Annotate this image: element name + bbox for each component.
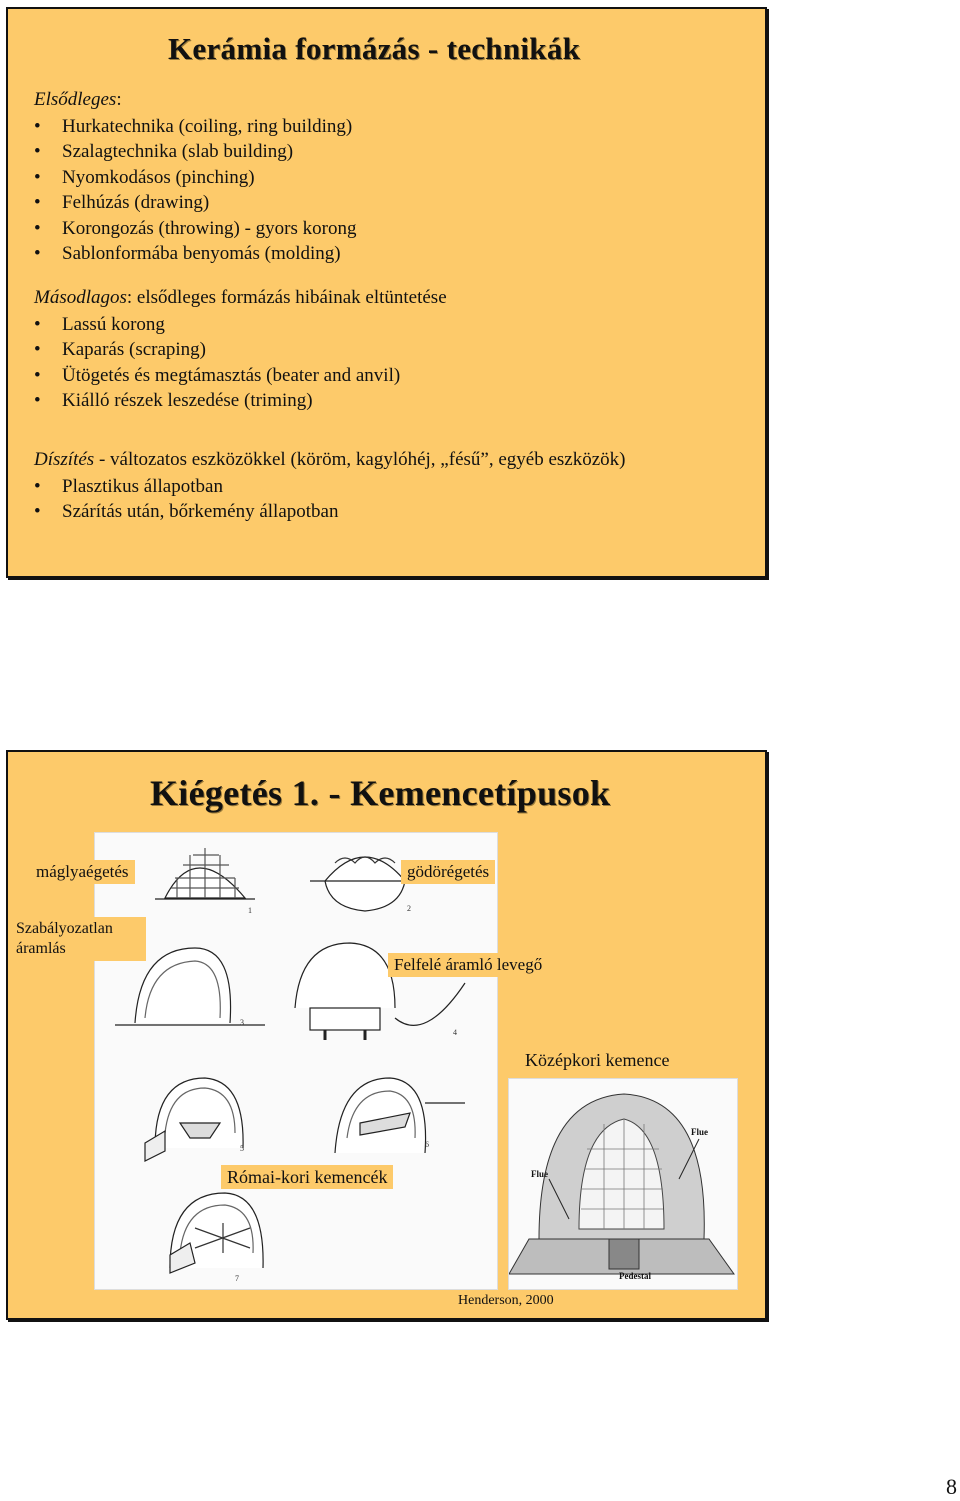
kiln-label-flue: Flue <box>691 1127 708 1137</box>
secondary-label: Másodlagos <box>34 287 127 308</box>
list-item: • Felhúzás (drawing) <box>34 190 356 215</box>
citation: Henderson, 2000 <box>458 1293 554 1308</box>
list-item: • Plasztikus állapotban <box>34 474 338 499</box>
primary-label: Elsődleges <box>34 89 117 110</box>
secondary-list <box>34 312 400 414</box>
list-item: • Ütögetés és megtámasztás (beater and anvil) <box>34 363 400 388</box>
figure-number: 2 <box>407 904 411 913</box>
list-item: • Lassú korong <box>34 312 400 337</box>
primary-suffix: : <box>116 89 122 110</box>
decoration-suffix: - változatos eszközökkel (köröm, kagylóhéj, „fésű”, egyéb eszközök) <box>94 449 626 470</box>
decoration-heading <box>34 449 625 471</box>
label-pit-firing: gödörégetés <box>401 860 495 884</box>
figure-number: 3 <box>240 1018 244 1027</box>
kiln-label-pedestal: Pedestal <box>619 1271 651 1281</box>
label-roman-kilns: Római-kori kemencék <box>221 1165 393 1189</box>
slide-title: Kiégetés 1. - Kemencetípusok <box>150 773 611 813</box>
figure-number: 5 <box>240 1144 244 1153</box>
secondary-suffix: : elsődleges formázás hibáinak eltüntetése <box>126 287 447 308</box>
list-item: • Nyomkodásos (pinching) <box>34 165 356 190</box>
list-item: • Szárítás után, bőrkemény állapotban <box>34 499 338 524</box>
slide-title: Kerámia formázás - technikák <box>168 31 581 66</box>
figure-number: 7 <box>235 1274 239 1283</box>
list-item: • Szalagtechnika (slab building) <box>34 139 356 164</box>
list-item: • Sablonformába benyomás (molding) <box>34 241 356 266</box>
figure-number: 6 <box>425 1140 429 1149</box>
slide-kiln-types <box>6 750 767 1320</box>
primary-list <box>34 114 356 266</box>
slide-forming-techniques <box>6 7 767 578</box>
label-medieval-kiln: Középkori kemence <box>519 1048 675 1072</box>
list-item: • Korongozás (throwing) - gyors korong <box>34 216 356 241</box>
decoration-label: Díszítés <box>34 449 95 470</box>
label-bonfire: máglyaégetés <box>30 860 135 884</box>
page-number: 8 <box>946 1474 957 1499</box>
list-item: • Hurkatechnika (coiling, ring building) <box>34 114 356 139</box>
figure-number: 1 <box>248 906 252 915</box>
figure-number: 4 <box>453 1028 457 1037</box>
label-uncontrolled-flow: Szabályozatlan áramlás <box>10 917 146 961</box>
primary-heading <box>34 89 122 111</box>
kiln-drawings-figure <box>94 832 498 1290</box>
medieval-kiln-illustration <box>509 1079 737 1289</box>
secondary-heading <box>34 287 447 309</box>
kiln-label-flue: Flue <box>531 1169 548 1179</box>
list-item: • Kiálló részek leszedése (triming) <box>34 388 400 413</box>
decoration-list <box>34 474 338 525</box>
kiln-drawings-illustration <box>95 833 497 1289</box>
label-upward-air: Felfelé áramló levegő <box>388 953 548 977</box>
medieval-kiln-figure <box>508 1078 738 1290</box>
list-item: • Kaparás (scraping) <box>34 337 400 362</box>
